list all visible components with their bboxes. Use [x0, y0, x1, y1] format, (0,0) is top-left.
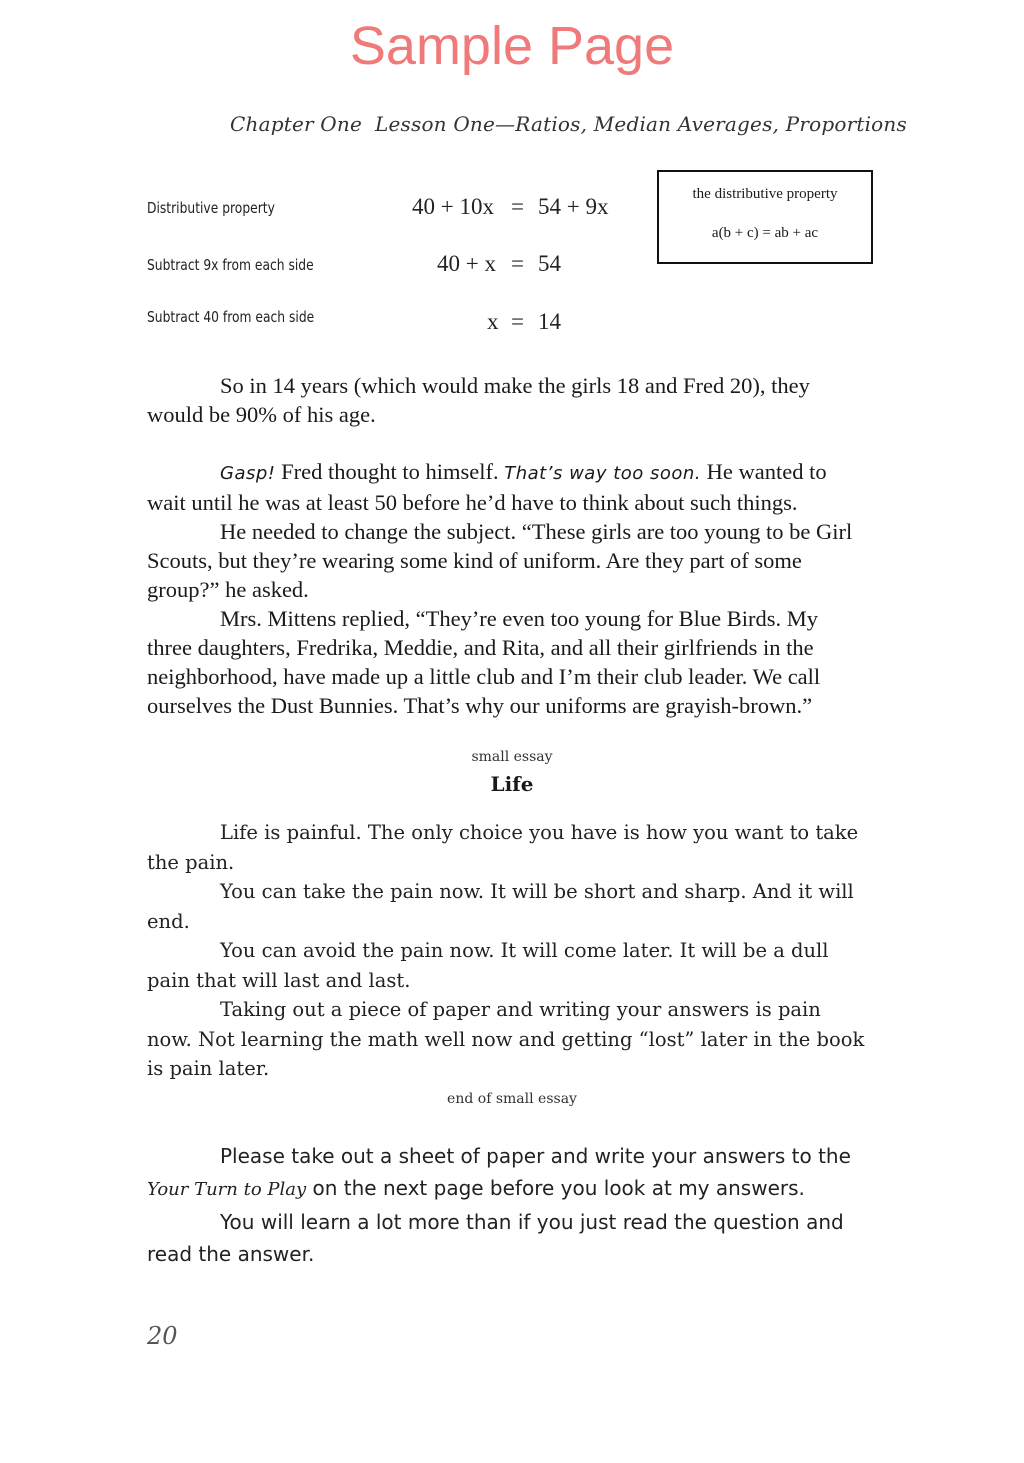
step-3-rhs: 14 [538, 309, 561, 334]
step-2-lhs: 40 + x [437, 251, 496, 276]
lesson-heading: Lesson One—Ratios, Median Averages, Proportions [375, 112, 907, 136]
closing-p1-a: Please take out a sheet of paper and write your answers to the [220, 1144, 851, 1168]
step-1-lhs: 40 + 10x [412, 194, 494, 219]
closing-instructions [147, 1140, 867, 1270]
closing-p1-b: on the next page before you look at my answers. [306, 1176, 805, 1200]
story-p2-text2: He wanted to wait until he was at least 50 before he’d have to think about such things. [147, 459, 827, 515]
handwritten-thought: That’s way too soon. [504, 463, 702, 484]
essay-start-tag: small essay [471, 749, 553, 765]
essay-end-tag: end of small essay [447, 1091, 577, 1107]
closing-p1 [147, 1140, 867, 1206]
essay-title: Life [490, 772, 534, 796]
story-block [147, 457, 867, 720]
sample-page-watermark: Sample Page [349, 16, 675, 76]
step-label-2: Subtract 9x from each side [147, 256, 314, 274]
step-2-rhs: 54 [538, 251, 561, 276]
essay-paragraph: Life is painful. The only choice you have is how you want to take the pain. [147, 821, 859, 874]
step-3-equals: = [511, 309, 524, 334]
page-number: 20 [147, 1322, 178, 1350]
step-3-lhs: x [487, 309, 499, 334]
story-paragraph-1 [147, 371, 867, 429]
story-p1-text: So in 14 years (which would make the girls 18 and Fred 20), they would be 90% of his age. [147, 373, 810, 427]
your-turn-to-play-label: Your Turn to Play [147, 1179, 307, 1200]
note-title: the distributive property [692, 186, 838, 202]
story-p2-text1: Fred thought to himself. [275, 459, 505, 484]
essay-paragraph: Taking out a piece of paper and writing your answers is pain now. Not learning the math well now and getting “lost” later in the book is pain later. [147, 998, 865, 1080]
chapter-heading: Chapter One [230, 112, 363, 136]
essay-paragraph: You can take the pain now. It will be short and sharp. And it will end. [147, 880, 854, 933]
step-label-1: Distributive property [147, 199, 275, 217]
essay-body [147, 818, 867, 1084]
closing-p2: You will learn a lot more than if you just read the question and read the answer. [147, 1210, 844, 1266]
step-1-rhs: 54 + 9x [538, 194, 609, 219]
note-formula: a(b + c) = ab + ac [711, 225, 819, 241]
story-p4: Mrs. Mittens replied, “They’re even too young for Blue Birds. My three daughters, Fredrika, Meddie, and Rita, and all their girlfriends in the neighborhood, have made up a little club and I’m their club leader. We call ourselves the Dust Bunnies. That’s why our uniforms are grayish-brown.” [147, 606, 821, 718]
story-p3: He needed to change the subject. “These girls are too young to be Girl Scouts, but they’re wearing some kind of uniform. Are they part of some group?” he asked. [147, 519, 853, 602]
step-label-3: Subtract 40 from each side [147, 308, 315, 326]
essay-paragraph: You can avoid the pain now. It will come later. It will be a dull pain that will last and last. [147, 939, 829, 992]
step-2-equals: = [511, 251, 524, 276]
story-p2 [147, 457, 867, 517]
step-1-equals: = [511, 194, 524, 219]
handwritten-gasp: Gasp! [220, 463, 276, 484]
distributive-property-note [657, 170, 873, 264]
